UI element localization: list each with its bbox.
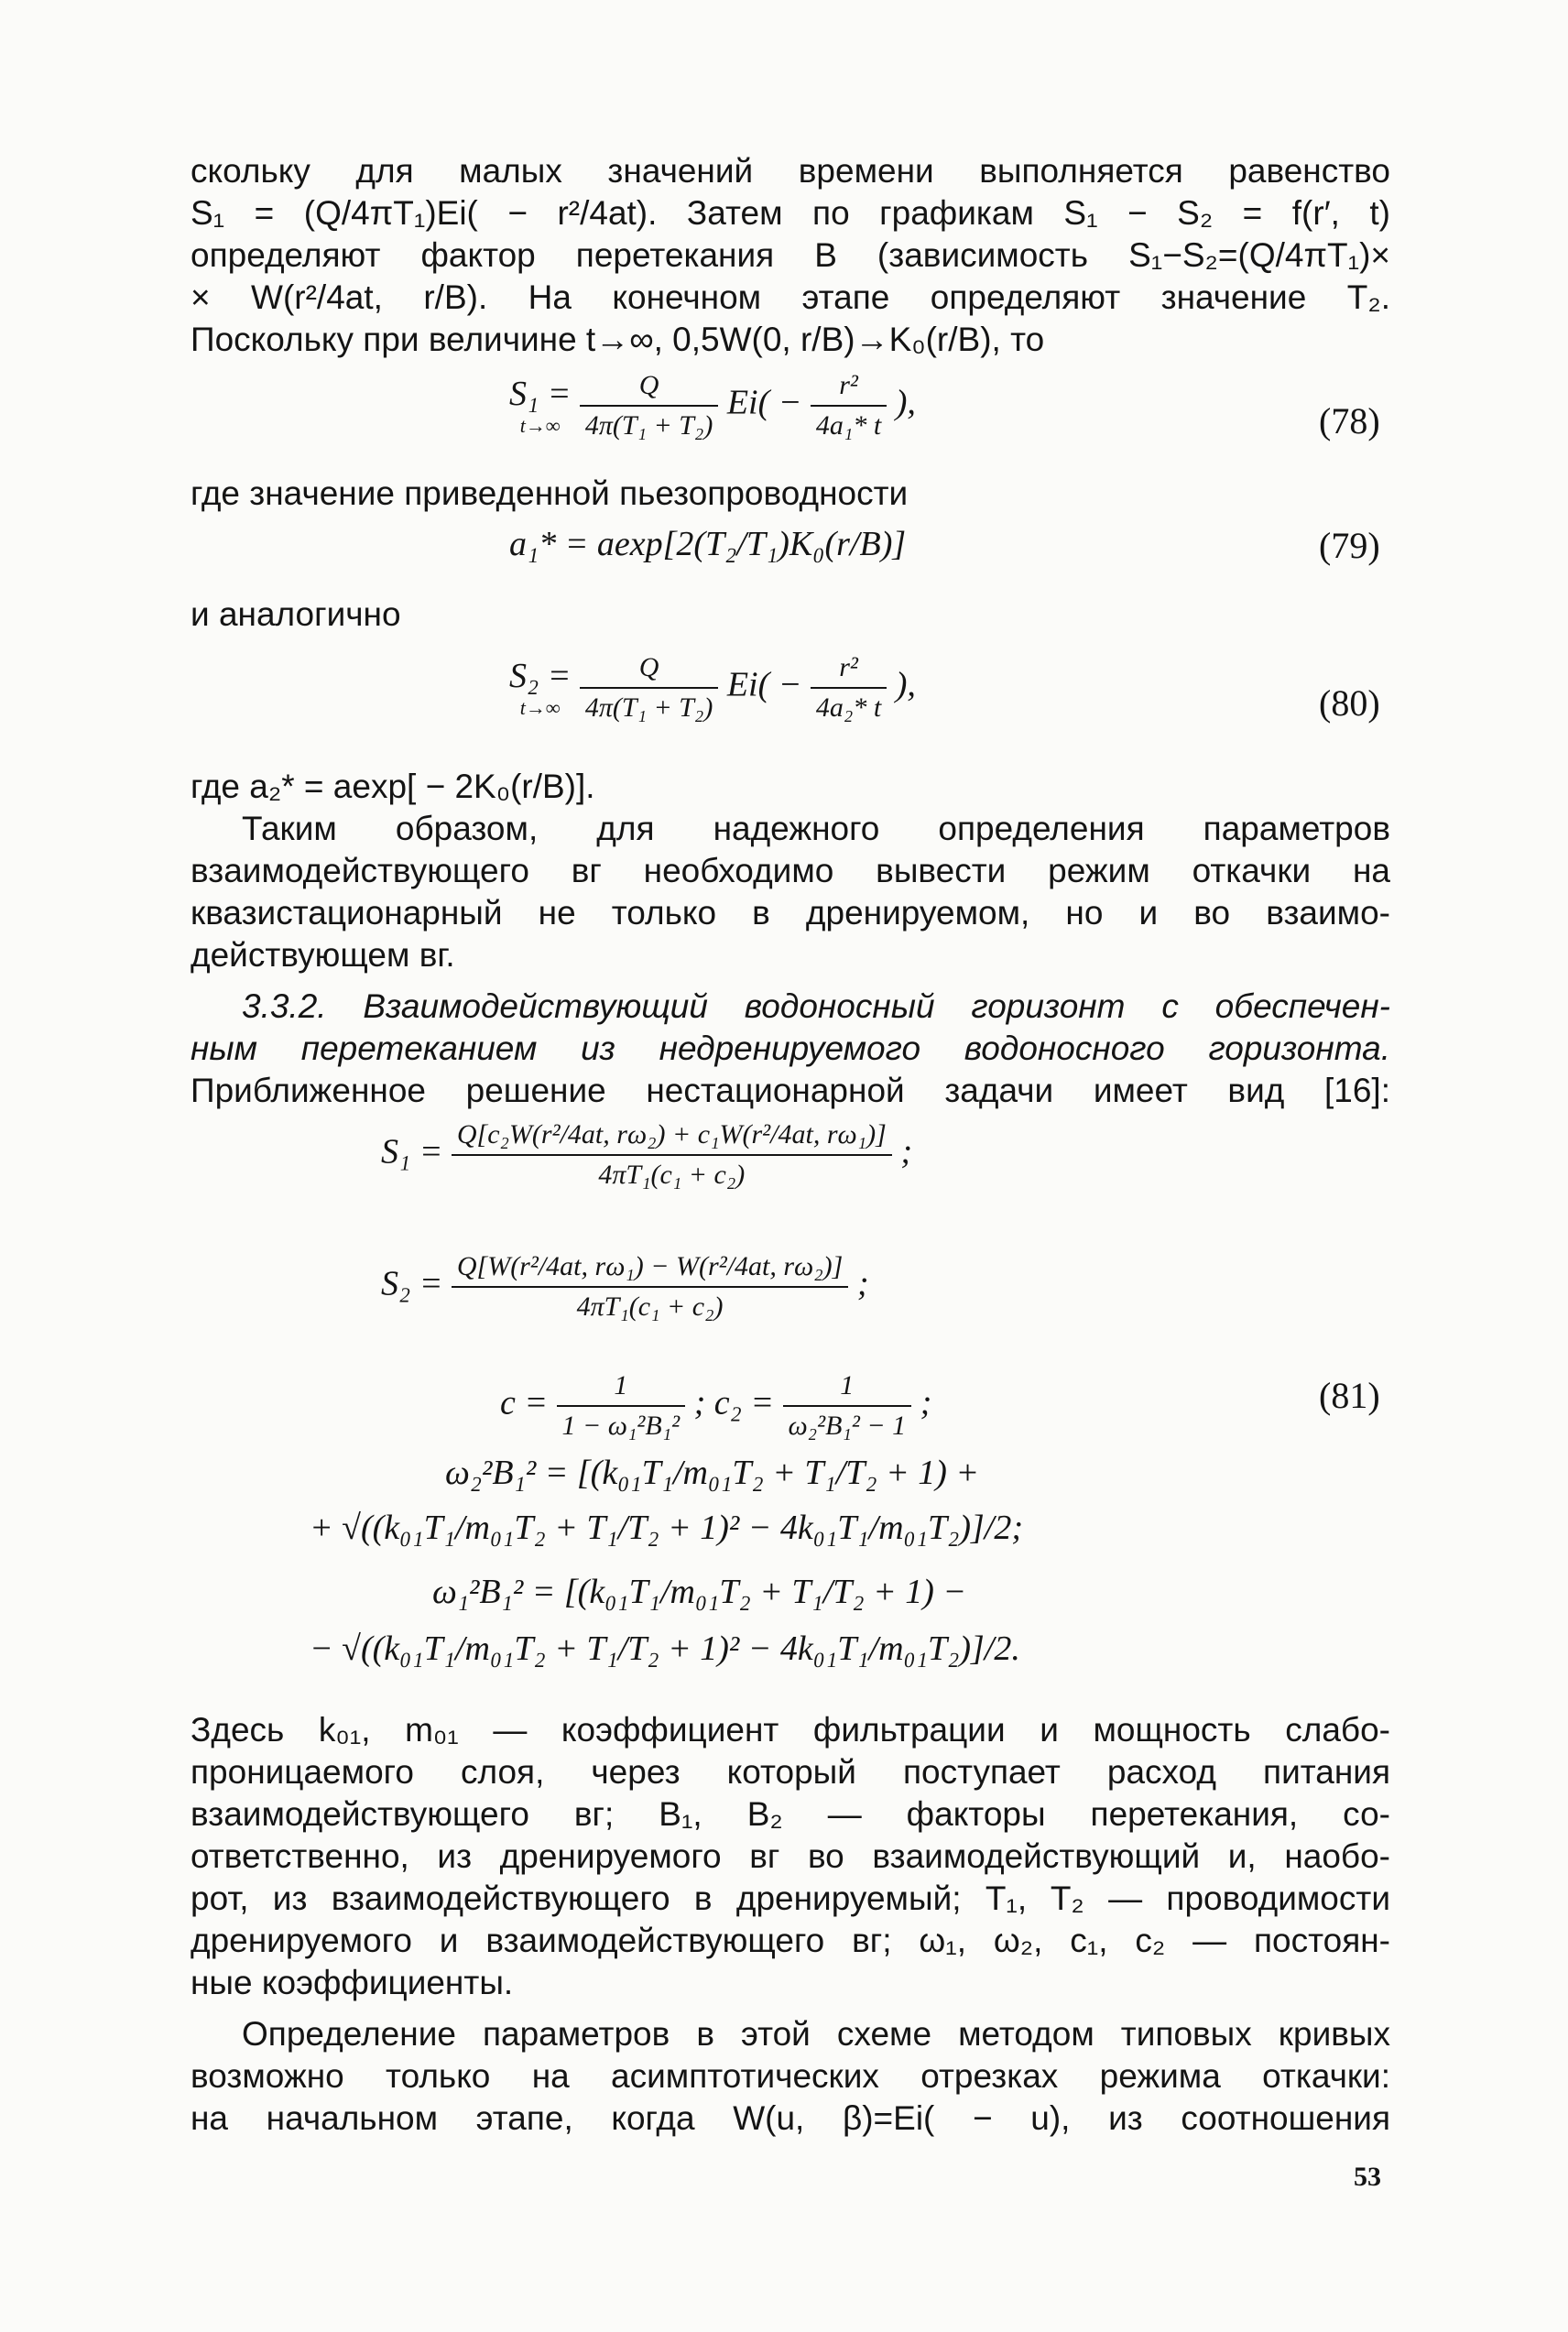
- text-line: скольку для малых значений времени выполняется равенство: [191, 152, 1390, 190]
- eq81-s1-sep: ;: [900, 1132, 912, 1171]
- equation-81-omega2-a: ω₂²B₁² = [(k₀₁T₁/m₀₁T₂ + T₁/T₂ + 1) +: [445, 1454, 980, 1492]
- text-line: ные коэффициенты.: [191, 1964, 514, 2001]
- eq80-inner-denominator: 4a₂* t: [811, 687, 887, 724]
- eq81-s2-sep: ;: [856, 1264, 869, 1303]
- text-line: где a₂* = aexp[ − 2K₀(r/B)].: [191, 768, 595, 805]
- text-line: Приближенное решение нестационарной задачи имеет вид [16]:: [191, 1072, 1390, 1109]
- text-line: ответственно, из дренируемого вг во взаимодействующий и, наобо-: [191, 1837, 1390, 1875]
- equation-label-78: (78): [1319, 400, 1380, 441]
- eq78-inner-numerator: r²: [839, 370, 858, 400]
- eq78-inner-fraction: [811, 370, 887, 441]
- equation-81-omega1-b: − √((k₀₁T₁/m₀₁T₂ + T₁/T₂ + 1)² − 4k₀₁T₁/m₀₁T₂)]/2.: [310, 1629, 1020, 1668]
- eq78-denominator: 4π(T₁ + T₂): [580, 405, 718, 441]
- eq81-c2-denominator: ω₂²B₁² − 1: [783, 1405, 912, 1442]
- equation-80: [509, 652, 916, 724]
- text-line: проницаемого слоя, через который поступает расход питания: [191, 1753, 1390, 1791]
- text-line: дренируемого и взаимодействующего вг; ω₁, ω₂, c₁, c₂ — постоян-: [191, 1922, 1390, 1959]
- eq78-numerator: Q: [638, 370, 659, 400]
- text-line: квазистационарный не только в дренируемом, но и во взаимо-: [191, 894, 1390, 932]
- eq81-c-numerator: 1: [614, 1370, 628, 1400]
- eq80-close: ),: [895, 665, 916, 704]
- page-number: 53: [1354, 2162, 1381, 2192]
- text-line: взаимодействующего вг; B₁, B₂ — факторы перетекания, со-: [191, 1795, 1390, 1833]
- text-line: взаимодействующего вг необходимо вывести режим откачки на: [191, 852, 1390, 889]
- text-line: где значение приведенной пьезопроводности: [191, 474, 909, 512]
- equation-81-s2: [381, 1251, 868, 1323]
- eq80-denominator: 4π(T₁ + T₂): [580, 687, 718, 724]
- eq81-c-lhs: c =: [500, 1383, 549, 1422]
- text-line: определяют фактор перетекания B (зависимость S₁−S₂=(Q/4πT₁)×: [191, 236, 1390, 274]
- eq80-inner-fraction: [811, 652, 887, 724]
- eq80-inner-numerator: r²: [839, 652, 858, 682]
- text-line: × W(r²/4at, r/B). На конечном этапе определяют значение T₂.: [191, 278, 1390, 316]
- eq81-s1-fraction: [452, 1119, 892, 1191]
- eq81-s2-lhs: S₂ =: [381, 1264, 443, 1303]
- equation-label-81: (81): [1319, 1375, 1380, 1416]
- text-line: возможно только на асимптотических отрезках режима откачки:: [191, 2057, 1390, 2095]
- eq80-ei: Ei( −: [726, 665, 802, 704]
- eq78-limit: t→∞: [519, 414, 561, 437]
- equation-81-omega1-a: ω₁²B₁² = [(k₀₁T₁/m₀₁T₂ + T₁/T₂ + 1) −: [432, 1573, 967, 1611]
- section-heading: 3.3.2. Взаимодействующий водоносный горизонт с обеспечен-: [242, 987, 1390, 1025]
- equation-81-c: [500, 1370, 931, 1442]
- eq81-c2-numerator: 1: [840, 1370, 855, 1400]
- eq78-lhs: S₁ =: [509, 375, 572, 413]
- text-line: Здесь k₀₁, m₀₁ — коэффициент фильтрации и мощность слабо-: [191, 1711, 1390, 1749]
- eq80-fraction: [580, 652, 718, 724]
- equation-81-omega2-b: + √((k₀₁T₁/m₀₁T₂ + T₁/T₂ + 1)² − 4k₀₁T₁/m₀₁T₂)]/2;: [310, 1509, 1023, 1547]
- text-line: Определение параметров в этой схеме методом типовых кривых: [242, 2015, 1390, 2053]
- eq78-close: ),: [895, 383, 916, 422]
- text-line: S₁ = (Q/4πT₁)Ei( − r²/4at). Затем по графикам S₁ − S₂ = f(r′, t): [191, 194, 1390, 232]
- equation-label-80: (80): [1319, 682, 1380, 724]
- eq81-c-fraction: [557, 1370, 686, 1442]
- eq81-c-denominator: 1 − ω₁²B₁²: [557, 1405, 686, 1442]
- text-line: Таким образом, для надежного определения параметров: [242, 810, 1390, 847]
- text-line: и аналогично: [191, 595, 401, 633]
- eq81-c2-sep: ;: [920, 1383, 932, 1422]
- eq80-numerator: Q: [638, 652, 659, 682]
- eq81-s1-lhs: S₁ =: [381, 1132, 443, 1171]
- equation-79: a₁* = aexp[2(T₂/T₁)K₀(r/B)]: [509, 525, 907, 563]
- eq78-ei: Ei( −: [726, 383, 802, 422]
- eq80-limit: t→∞: [519, 696, 561, 719]
- eq81-s2-denominator: 4πT₁(c₁ + c₂): [452, 1286, 848, 1323]
- text-line: Поскольку при величине t→∞, 0,5W(0, r/B)→K₀(r/B), то: [191, 321, 1045, 358]
- text-line: рот, из взаимодействующего в дренируемый; T₁, T₂ — проводимости: [191, 1880, 1390, 1917]
- eq81-s2-numerator: Q[W(r²/4at, rω₁) − W(r²/4at, rω₂)]: [456, 1251, 844, 1281]
- text-line: действующем вг.: [191, 936, 455, 974]
- eq81-s1-denominator: 4πT₁(c₁ + c₂): [452, 1154, 892, 1191]
- equation-81-s1: [381, 1119, 912, 1191]
- eq81-c2-lhs: ; c₂ =: [693, 1383, 774, 1422]
- eq80-lhs: S₂ =: [509, 657, 572, 695]
- eq78-inner-denominator: 4a₁* t: [811, 405, 887, 441]
- eq81-s1-numerator: Q[c₂W(r²/4at, rω₂) + c₁W(r²/4at, rω₁)]: [456, 1119, 887, 1150]
- section-heading: ным перетеканием из недренируемого водоносного горизонта.: [191, 1030, 1390, 1067]
- eq81-s2-fraction: [452, 1251, 848, 1323]
- eq78-fraction: [580, 370, 718, 441]
- text-line: на начальном этапе, когда W(u, β)=Ei( − u), из соотношения: [191, 2099, 1390, 2137]
- eq81-c2-fraction: [783, 1370, 912, 1442]
- equation-label-79: (79): [1319, 525, 1380, 566]
- equation-78: [509, 370, 916, 441]
